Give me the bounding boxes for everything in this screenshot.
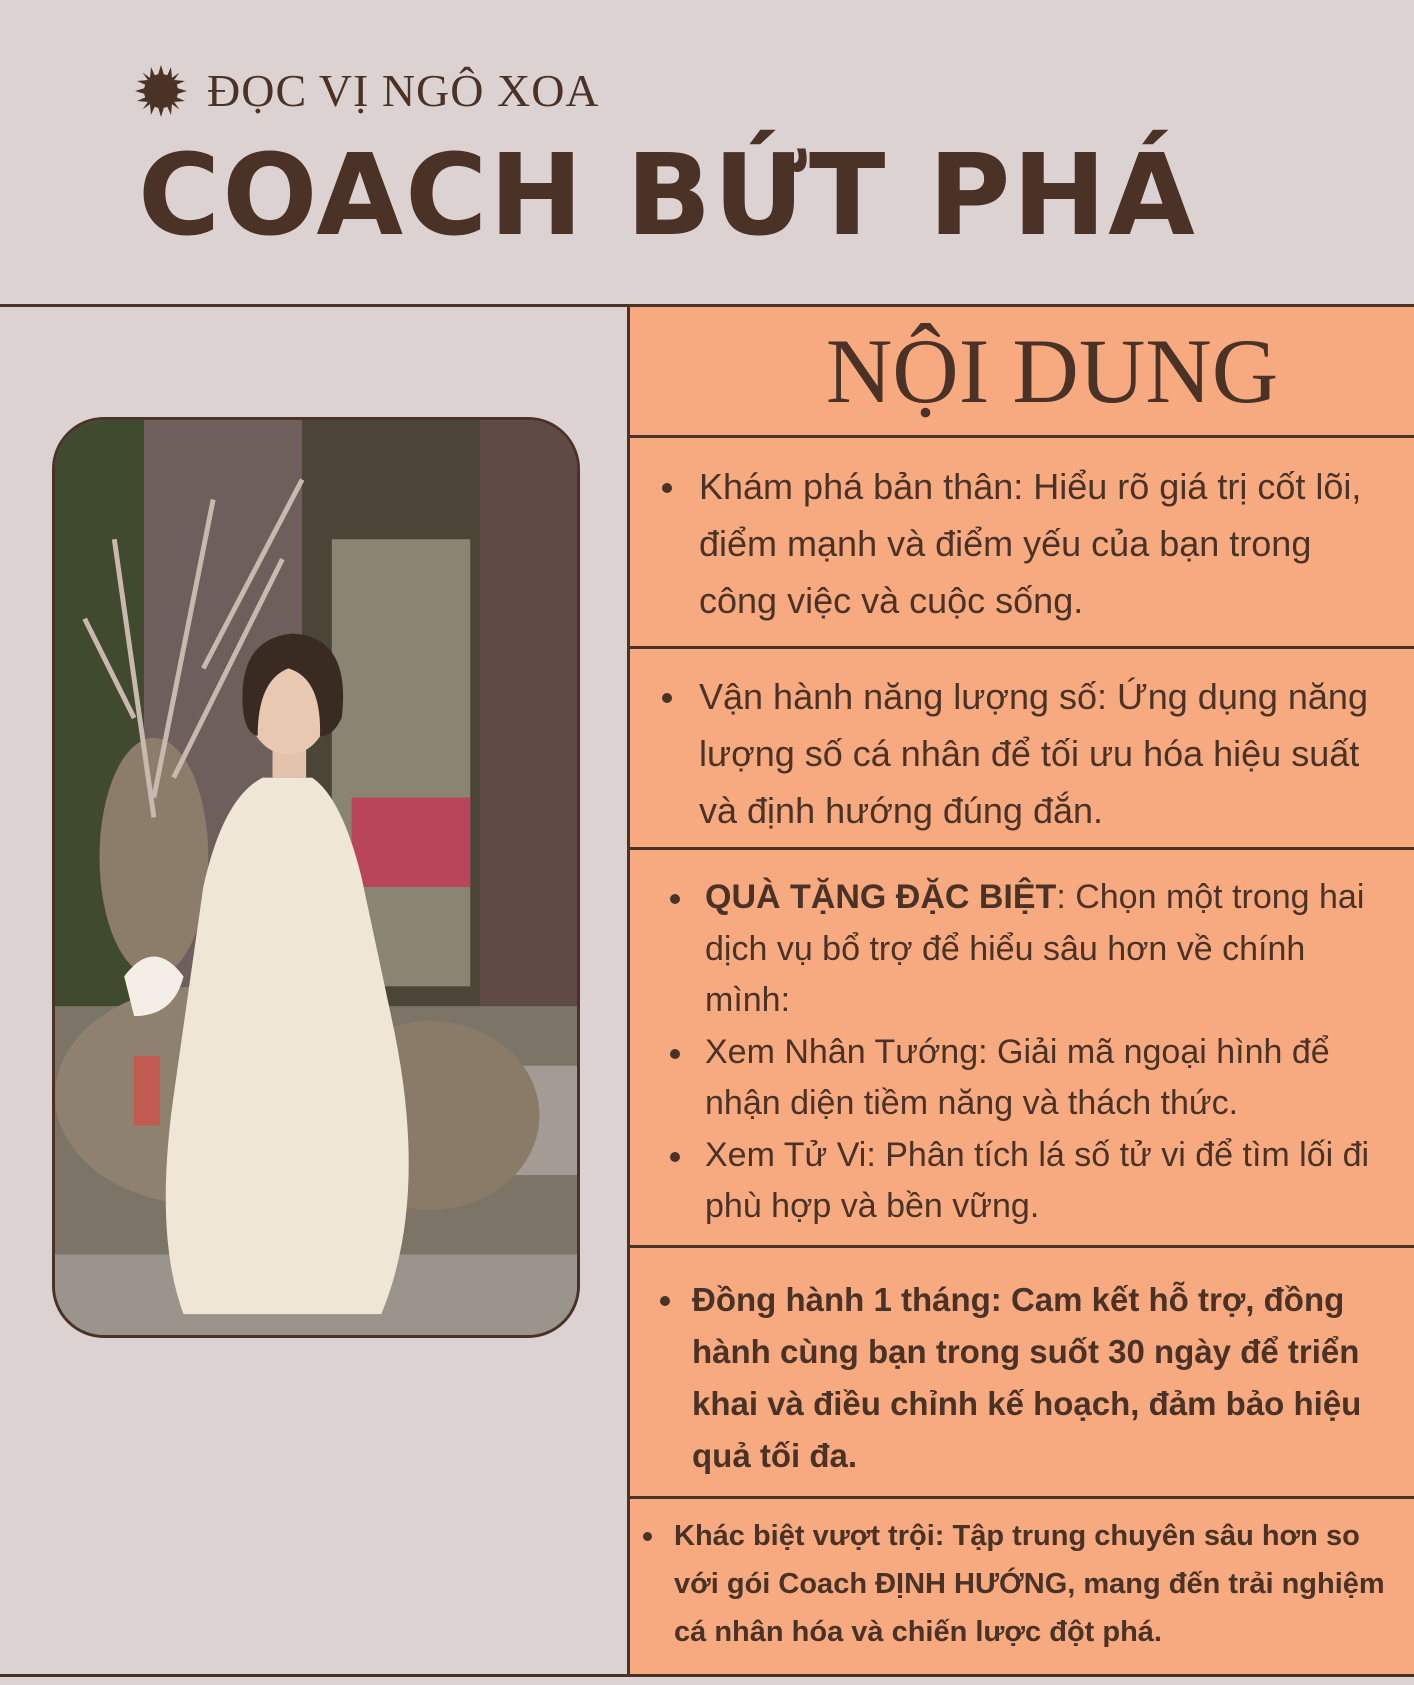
section-divider bbox=[630, 646, 1414, 649]
list-item: Đồng hành 1 tháng: Cam kết hỗ trợ, đồng hành cùng bạn trong suốt 30 ngày để triển khai và điều chỉnh kế hoạch, đảm bảo hiệu quả tối đa. bbox=[630, 1274, 1414, 1482]
list-item: Khám phá bản thân: Hiểu rõ giá trị cốt lõi, điểm mạnh và điểm yếu của bạn trong công việc và cuộc sống. bbox=[630, 458, 1414, 629]
brand bbox=[135, 64, 600, 117]
header bbox=[0, 0, 1414, 306]
divider-bottom bbox=[0, 1674, 1414, 1677]
section-difference bbox=[630, 1512, 1414, 1656]
section-divider bbox=[630, 1496, 1414, 1499]
list-item: Vận hành năng lượng số: Ứng dụng năng lượng số cá nhân để tối ưu hóa hiệu suất và định hướng đúng đắn. bbox=[630, 668, 1414, 839]
list-item: Khác biệt vượt trội: Tập trung chuyên sâu hơn so với gói Coach ĐỊNH HƯỚNG, mang đến trải nghiệm cá nhân hóa và chiến lược đột phá. bbox=[630, 1512, 1414, 1656]
section-number-energy bbox=[630, 668, 1414, 839]
gift-text: : Chọn một trong hai dịch vụ bổ trợ để hiểu sâu hơn về chính mình: bbox=[705, 878, 1365, 1019]
portrait-illustration bbox=[55, 420, 577, 1335]
brand-name: ĐỌC VỊ NGÔ XOA bbox=[207, 65, 600, 116]
section-divider bbox=[630, 847, 1414, 850]
section-companion bbox=[630, 1274, 1414, 1482]
content-panel bbox=[630, 307, 1414, 1674]
page-title: COACH BỨT PHÁ bbox=[138, 131, 1197, 261]
list-item: Xem Nhân Tướng: Giải mã ngoại hình để nhận diện tiềm năng và thách thức. bbox=[630, 1027, 1414, 1130]
panel-title: NỘI DUNG bbox=[825, 320, 1279, 422]
sun-badge-icon bbox=[135, 65, 187, 117]
section-divider bbox=[630, 435, 1414, 438]
gift-label: QUÀ TẶNG ĐẶC BIỆT bbox=[705, 878, 1057, 916]
section-divider bbox=[630, 1245, 1414, 1248]
section-special-gift bbox=[630, 872, 1414, 1233]
portrait-photo bbox=[52, 417, 580, 1338]
list-item-gift bbox=[630, 872, 1414, 1027]
list-item: Xem Tử Vi: Phân tích lá số tử vi để tìm lối đi phù hợp và bền vững. bbox=[630, 1130, 1414, 1233]
section-self-discovery bbox=[630, 458, 1414, 629]
